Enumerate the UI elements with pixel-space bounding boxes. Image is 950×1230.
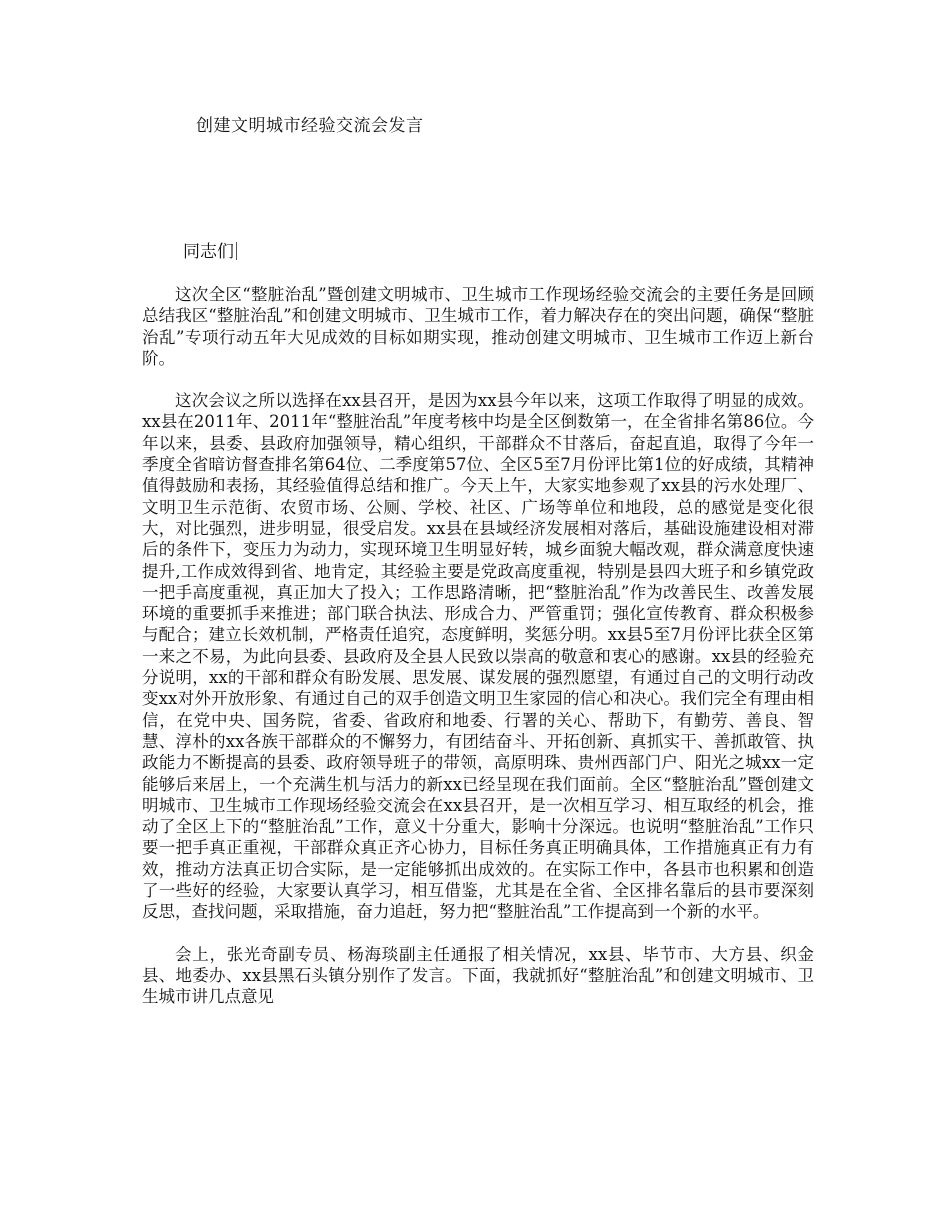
document-title: 创建文明城市经验交流会发言 — [196, 116, 424, 136]
greeting — [183, 240, 237, 264]
text-cursor — [236, 242, 237, 260]
greeting-text: 同志们 — [183, 242, 234, 262]
body-text — [142, 284, 814, 1029]
paragraph-1: 这次全区“整脏治乱”暨创建文明城市、卫生城市工作现场经验交流会的主要任务是回顾总结我区“整脏治乱”和创建文明城市、卫生城市工作，着力解决存在的突出问题，确保“整脏治乱”专项行动五年大见成效的目标如期实现，推动创建文明城市、卫生城市工作迈上新台阶。 — [142, 285, 814, 368]
paragraph-2: 这次会议之所以选择在xx县召开，是因为xx县今年以来，这项工作取得了明显的成效。xx县在2011年、2011年“整脏治乱”年度考核中均是全区倒数第一，在全省排名第86位。今年以来，县委、县政府加强领导，精心组织，干部群众不甘落后，奋起直追，取得了今年一季度全省暗访督查排名第64位、二季度第57位、全区5至7月份评比第1位的好成绩，其精神值得鼓励和表扬，其经验值得总结和推广。今天上午，大家实地参观了xx县的污水处理厂、文明卫生示范街、农贸市场、公厕、学校、社区、广场等单位和地段，总的感觉是变化很大，对比强烈，进步明显，很受启发。xx县在县域经济发展相对落后，基础设施建设相对滞后的条件下，变压力为动力，实现环境卫生明显好转，城乡面貌大幅改观，群众满意度快速提升,工作成效得到省、地肯定，其经验主要是党政高度重视，特别是县四大班子和乡镇党政一把手高度重视，真正加大了投入；工作思路清晰，把“整脏治乱”作为改善民生、改善发展环境的重要抓手来推进；部门联合执法、形成合力、严管重罚；强化宣传教育、群众积极参与配合；建立长效机制，严格责任追究，态度鲜明，奖惩分明。xx县5至7月份评比获全区第一来之不易，为此向县委、县政府及全县人民致以崇高的敬意和衷心的感谢。xx县的经验充分说明，xx的干部和群众有盼发展、思发展、谋发展的强烈愿望，有通过自己的文明行动改变xx对外开放形象、有通过自己的双手创造文明卫生家园的信心和决心。我们完全有理由相信，在党中央、国务院，省委、省政府和地委、行署的关心、帮助下，有勤劳、善良、智慧、淳朴的xx各族干部群众的不懈努力，有团结奋斗、开拓创新、真抓实干、善抓敢管、执政能力不断提高的县委、政府领导班子的带领，高原明珠、贵州西部门户、阳光之城xx一定能够后来居上，一个充满生机与活力的新xx已经呈现在我们面前。全区“整脏治乱”暨创建文明城市、卫生城市工作现场经验交流会在xx县召开，是一次相互学习、相互取经的机会，推动了全区上下的“整脏治乱”工作，意义十分重大，影响十分深远。也说明“整脏治乱”工作只要一把手真正重视，干部群众真正齐心协力，目标任务真正明确具体，工作措施真正有力有效，推动方法真正切合实际，是一定能够抓出成效的。在实际工作中，各县市也积累和创造了一些好的经验，大家要认真学习，相互借鉴，尤其是在全省、全区排名靠后的县市要深刻反思，查找问题，采取措施，奋力追赶，努力把“整脏治乱”工作提高到一个新的水平。 — [142, 391, 814, 922]
paragraph-3: 会上，张光奇副专员、杨海琰副主任通报了相关情况，xx县、毕节市、大方县、织金县、地委办、xx县黑石头镇分别作了发言。下面，我就抓好“整脏治乱”和创建文明城市、卫生城市讲几点意见 — [142, 944, 814, 1007]
